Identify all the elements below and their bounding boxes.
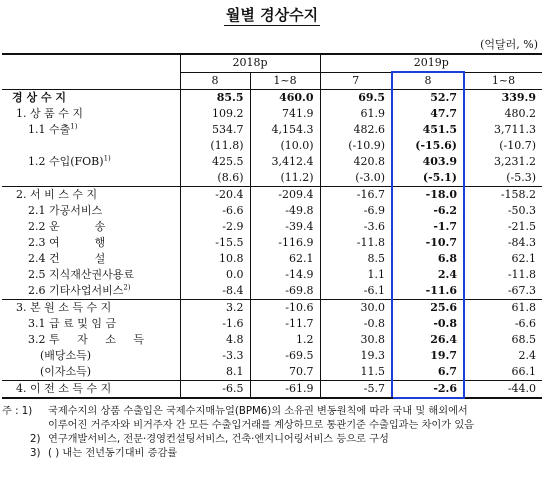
header-2019-jul: 7 [320,72,392,90]
table-cell: -49.8 [250,203,320,219]
table-cell: -20.4 [180,187,250,204]
table-row [2,154,542,170]
table-cell: -0.8 [392,316,464,332]
table-cell: -6.5 [180,381,250,399]
table-cell: -6.9 [320,203,392,219]
table-cell: 109.2 [180,106,250,122]
row-label-text: 2.1 가공서비스 [28,204,103,217]
footnote-1-number: 1) [21,406,33,417]
row-label-text: 3.2 투 자 소 득 [28,333,144,346]
unit-label: (억달러, %) [480,38,538,51]
table-cell: -15.5 [180,235,250,251]
header-row-years [2,54,542,72]
table-cell: (11.8) [180,138,250,154]
table-row [2,170,542,187]
table-cell: 8.5 [320,251,392,267]
table-cell: -39.4 [250,219,320,235]
header-2019-aug: 8 [392,72,464,90]
table-cell: 451.5 [392,122,464,138]
table-cell: -6.1 [320,283,392,300]
table-cell: 52.7 [392,90,464,107]
row-label-text: 경 상 수 지 [12,91,66,104]
table-cell: -6.2 [392,203,464,219]
row-label-text: 1.1 수출 [28,123,71,136]
row-label-text: 2.4 건 설 [28,252,106,265]
table-cell: 61.9 [320,106,392,122]
table-cell: 19.7 [392,348,464,364]
table-cell: 8.1 [180,364,250,381]
row-label-text: 2.3 여 행 [28,236,106,249]
page-title-text: 월별 경상수지 [225,6,319,24]
footnote-1 [2,405,544,419]
footnote-marker: 1) [103,154,111,163]
table-row [2,251,542,267]
table-row [2,267,542,283]
header-year-2019: 2019p [320,54,542,72]
table-row [2,316,542,332]
row-label [2,283,180,300]
table-cell: 69.5 [320,90,392,107]
table-cell: -1.6 [180,316,250,332]
table-row [2,106,542,122]
table-cell: -10.7 [392,235,464,251]
table-cell: 19.3 [320,348,392,364]
row-label [2,138,180,154]
table-cell: -69.5 [250,348,320,364]
footnotes [2,405,544,461]
table-cell: 4.8 [180,332,250,348]
table-row [2,283,542,300]
table-cell: (8.6) [180,170,250,187]
table-row [2,187,542,204]
header-blank-cell [2,54,180,90]
row-label-text: (배당소득) [40,349,92,362]
table-cell: -11.6 [392,283,464,300]
table-cell: -10.6 [250,300,320,317]
table-cell: -69.8 [250,283,320,300]
table-cell: 534.7 [180,122,250,138]
row-label [2,332,180,348]
row-label-text: 2. 서 비 스 수 지 [16,188,98,201]
table-cell: 62.1 [250,251,320,267]
footnote-2-number: 2) [30,434,41,445]
table-row [2,203,542,219]
row-label-text: 3. 본 원 소 득 수 지 [16,301,112,314]
row-label-text: 2.5 지식재산권사용료 [28,268,134,281]
table-cell: -61.9 [250,381,320,399]
footnote-marker: 2) [123,283,131,292]
table-cell: -67.3 [507,284,537,297]
table-cell: 70.7 [250,364,320,381]
table-cell: 30.8 [320,332,392,348]
footnote-3 [2,447,544,461]
row-label [2,251,180,267]
table-row [2,381,542,399]
table-cell: -44.0 [464,381,542,399]
table-cell: (10.0) [250,138,320,154]
table-cell: -11.7 [250,316,320,332]
row-label [2,203,180,219]
table-cell: 3.2 [180,300,250,317]
footnote-3-text: ( ) 내는 전년동기대비 증감률 [48,448,178,459]
table-cell: -158.2 [464,187,542,204]
table-cell: 403.9 [392,154,464,170]
table-cell: -0.8 [320,316,392,332]
table-cell: 4,154.3 [250,122,320,138]
table-cell: (-10.9) [320,138,392,154]
table-cell: 26.4 [392,332,464,348]
header-2018-aug: 8 [180,72,250,90]
table-cell: 47.7 [392,106,464,122]
row-label-text: 4. 이 전 소 득 수 지 [16,382,112,395]
table-cell: -209.4 [250,187,320,204]
table-cell: (-5.3) [506,171,537,184]
table-cell: (-5.1) [392,170,464,187]
table-cell: -14.9 [250,267,320,283]
table-row [2,138,542,154]
table-cell: 30.0 [320,300,392,317]
table-row [2,348,542,364]
row-label [2,154,180,170]
table-cell: 62.1 [511,252,537,265]
footnote-1-continuation [2,419,544,433]
table-cell: 3,711.3 [494,123,537,136]
table-row [2,300,542,317]
row-label-text: (이자소득) [40,365,92,378]
table-cell: 3,412.4 [250,154,320,170]
row-label-text: 2.2 운 송 [28,220,106,233]
table-cell: -3.6 [320,219,392,235]
row-label [2,381,180,399]
table-cell: 480.2 [504,107,537,120]
table-cell: 2.4 [392,267,464,283]
row-label [2,316,180,332]
table-cell: 339.9 [464,90,542,107]
table-cell: 10.8 [180,251,250,267]
row-label-text: 1.2 수입(FOB) [28,155,104,168]
table-cell: 68.5 [511,333,537,346]
table-cell: -1.7 [392,219,464,235]
table-cell: -2.6 [392,381,464,399]
table-cell: 482.6 [320,122,392,138]
table-cell: 11.5 [320,364,392,381]
table-cell: 0.0 [180,267,250,283]
table-cell: 741.9 [250,106,320,122]
row-label [2,122,180,138]
table-cell: 2.4 [518,349,537,362]
table-cell: -116.9 [250,235,320,251]
table-cell: 1.1 [320,267,392,283]
header-2019-jan-aug: 1~8 [464,72,542,90]
table-cell: (-15.6) [392,138,464,154]
row-label [2,219,180,235]
footnote-2 [2,433,544,447]
table-cell: -11.8 [507,268,537,281]
table-cell: 420.8 [320,154,392,170]
row-label [2,348,180,364]
footnote-marker: 1) [70,122,78,131]
table-cell: -84.3 [507,236,537,249]
table-cell: 460.0 [250,90,320,107]
row-label-text: 2.6 기타사업서비스 [28,284,124,297]
table-row [2,364,542,381]
table-row [2,219,542,235]
table-cell: -6.6 [514,317,537,330]
table-cell: -8.4 [180,283,250,300]
row-label-text: 3.1 급 료 및 임 금 [28,317,117,330]
table-row [2,332,542,348]
table-cell: 61.8 [464,300,542,317]
table-cell: -2.9 [180,219,250,235]
row-label [2,300,180,317]
row-label [2,106,180,122]
table-cell: -16.7 [320,187,392,204]
footnote-3-number: 3) [30,448,41,459]
table-cell: 25.6 [392,300,464,317]
footnote-1-line-2: 이루어진 거주자와 비거주자 간 모든 수출입거래를 계상하므로 통관기준 수출입과는 차이가 있음 [48,420,475,431]
row-label [2,90,180,107]
table-cell: -11.8 [320,235,392,251]
header-2018-jan-aug: 1~8 [250,72,320,90]
table-cell: -5.7 [320,381,392,399]
row-label [2,364,180,381]
table-row [2,235,542,251]
table-cell: 6.8 [392,251,464,267]
table-cell: (-3.0) [320,170,392,187]
row-label-text: 1. 상 품 수 지 [16,107,83,120]
table-cell: 85.5 [180,90,250,107]
table-cell: -3.3 [180,348,250,364]
table-cell: -18.0 [392,187,464,204]
footnote-1-line-1: 국제수지의 상품 수출입은 국제수지매뉴얼(BPM6)의 소유권 변동원칙에 따라 국내 및 해외에서 [48,406,468,417]
table-row [2,122,542,138]
footnote-prefix: 주 : [2,406,19,417]
table-cell: 425.5 [180,154,250,170]
table-cell: 3,231.2 [494,155,537,168]
table-row [2,90,542,107]
table-cell: -50.3 [507,204,537,217]
table-cell: (-10.7) [499,139,537,152]
current-account-table [2,53,542,399]
page-title [0,4,544,25]
row-label [2,267,180,283]
table-cell: (11.2) [250,170,320,187]
header-year-2018: 2018p [180,54,320,72]
table-cell: -6.6 [180,203,250,219]
table-cell: 6.7 [392,364,464,381]
table-cell: 66.1 [511,365,537,378]
table-cell: 1.2 [250,332,320,348]
table-cell: -21.5 [507,220,537,233]
footnote-2-text: 연구개발서비스, 전문·경영컨설팅서비스, 건축·엔지니어링서비스 등으로 구성 [48,434,389,445]
row-label [2,235,180,251]
row-label [2,170,180,187]
row-label [2,187,180,204]
